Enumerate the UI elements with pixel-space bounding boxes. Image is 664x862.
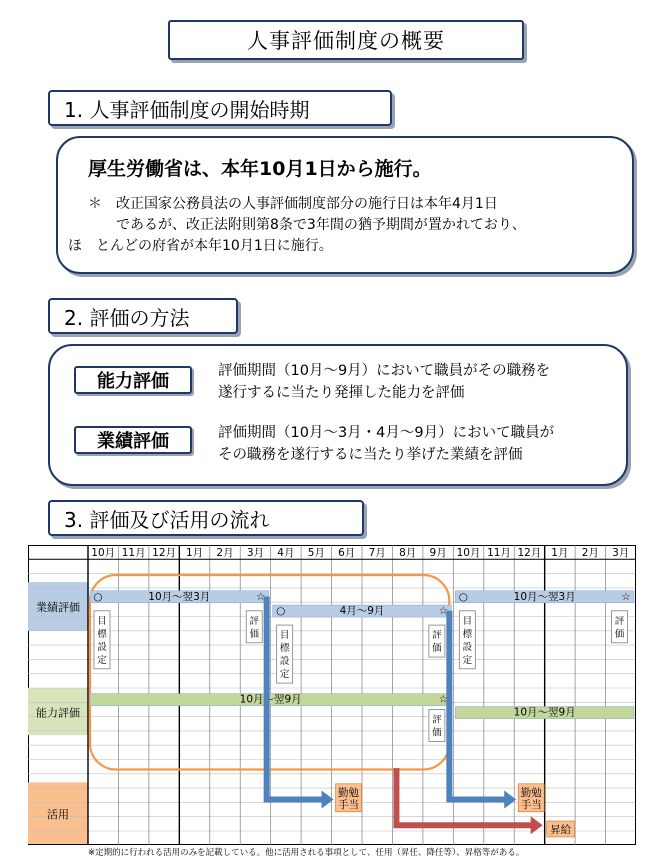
section1-heading: 1. 人事評価制度の開始時期 [48,90,392,126]
description-line: 評価期間（10月〜9月）において職員がその職務を [218,363,551,379]
noryoku-label: 能力評価 [74,366,192,394]
section1-panel [56,136,634,274]
month-header: 3月 [246,547,265,559]
kinben-teate-box-1-text: 手当 [338,798,360,811]
month-header: 1月 [551,547,569,559]
description-line: 評価期間（10月〜3月・4月〜9月）において職員が [218,425,555,441]
start-circle-marker: ○ [93,590,103,603]
evaluation-tag-2-char: 評 [432,630,442,642]
row-label-gyoseki: 業績評価 [36,600,80,614]
footnote: ※定期的に行われる活用のみを記載している。他に活用される事項として、任用（昇任、降任等）、昇格等がある。 [88,848,525,858]
gyoseki-label: 業績評価 [74,426,192,454]
kinben-teate-box-2-text: 勤勉 [520,786,542,799]
month-header: 12月 [152,547,177,559]
goal-setting-tag-1-char: 設 [97,641,107,653]
month-header: 11月 [121,547,146,559]
month-header: 12月 [517,547,542,559]
goal-setting-tag-2-char: 標 [279,643,290,655]
section1-note-line: ＊ 改正国家公務員法の人事評価制度部分の施行日は本年4月1日 [88,196,498,212]
noryoku-bar-2-label: 10月〜翌9月 [513,706,576,719]
description-line: その職務を遂行するに当たり挙げた業績を評価 [218,447,523,463]
goal-setting-tag-2-char: 設 [279,656,290,668]
month-header: 4月 [277,547,295,559]
section2-heading: 2. 評価の方法 [48,298,238,334]
month-header: 8月 [399,547,417,559]
row-label-katsuyo: 活用 [47,808,69,822]
noryoku-bar-1-label: 10月〜翌9月 [239,693,302,706]
goal-setting-tag-3-char: 目 [462,615,473,627]
section1-main-text: 厚生労働省は、本年10月1日から施行。 [88,158,432,180]
month-header: 1月 [185,547,204,559]
kinben-teate-box-2-text: 手当 [520,798,542,811]
goal-setting-tag-1-char: 標 [97,628,107,640]
start-circle-marker: ○ [458,590,468,603]
section1-note-line: ほ とんどの府省が本年10月1日に施行。 [68,238,333,254]
evaluation-tag-1-char: 価 [249,628,259,640]
evaluation-tag-2-char: 価 [432,643,442,655]
noryoku-description [218,360,550,404]
month-header: 3月 [612,547,630,559]
month-header: 2月 [216,547,234,559]
flow-chart [28,545,636,857]
shokyu-box-text: 昇給 [550,823,572,836]
goal-setting-tag-1-char: 目 [97,615,107,627]
goal-setting-tag-3-char: 設 [462,641,473,653]
goal-setting-tag-3-char: 標 [462,628,473,640]
end-star-marker: ☆ [438,693,449,706]
end-star-marker: ☆ [255,590,266,603]
month-header: 7月 [368,547,386,559]
evaluation-tag-3-char: 評 [614,615,625,627]
section1-note-line: であるが、改正法附則第8条で3年間の猶予期間が置かれており、 [88,217,526,233]
goal-setting-tag-3-char: 定 [462,654,473,666]
goal-setting-tag-2-char: 目 [279,630,290,642]
evaluation-tag-1-char: 評 [249,615,259,627]
start-circle-marker: ○ [276,605,286,618]
flow-chart-svg [28,545,636,857]
evaluation-tag-noryoku-char: 価 [432,727,442,739]
month-header: 2月 [581,547,599,559]
month-header: 9月 [429,547,447,559]
month-header: 10月 [456,547,481,559]
gyoseki-description [218,422,554,466]
row-label-noryoku: 能力評価 [36,706,80,720]
section2-panel [48,344,628,486]
section1-note [68,194,648,257]
month-header: 6月 [338,547,356,559]
goal-setting-tag-1-char: 定 [97,654,107,666]
page-title: 人事評価制度の概要 [168,20,524,60]
end-star-marker: ☆ [438,605,449,618]
month-header: 10月 [91,547,116,559]
evaluation-tag-3-char: 価 [614,628,625,640]
end-star-marker: ☆ [621,590,631,603]
gyoseki-bar-1-label: 10月〜翌3月 [148,590,211,603]
month-header: 5月 [307,547,325,559]
kinben-teate-box-1-text: 勤勉 [338,786,360,799]
section3-heading: 3. 評価及び活用の流れ [48,500,364,536]
description-line: 遂行するに当たり発揮した能力を評価 [218,385,465,401]
gyoseki-bar-2-label: 4月〜9月 [339,605,385,618]
evaluation-tag-noryoku-char: 評 [432,714,442,726]
goal-setting-tag-2-char: 定 [279,669,290,681]
month-header: 11月 [487,547,511,559]
gyoseki-bar-3-label: 10月〜翌3月 [513,590,576,603]
